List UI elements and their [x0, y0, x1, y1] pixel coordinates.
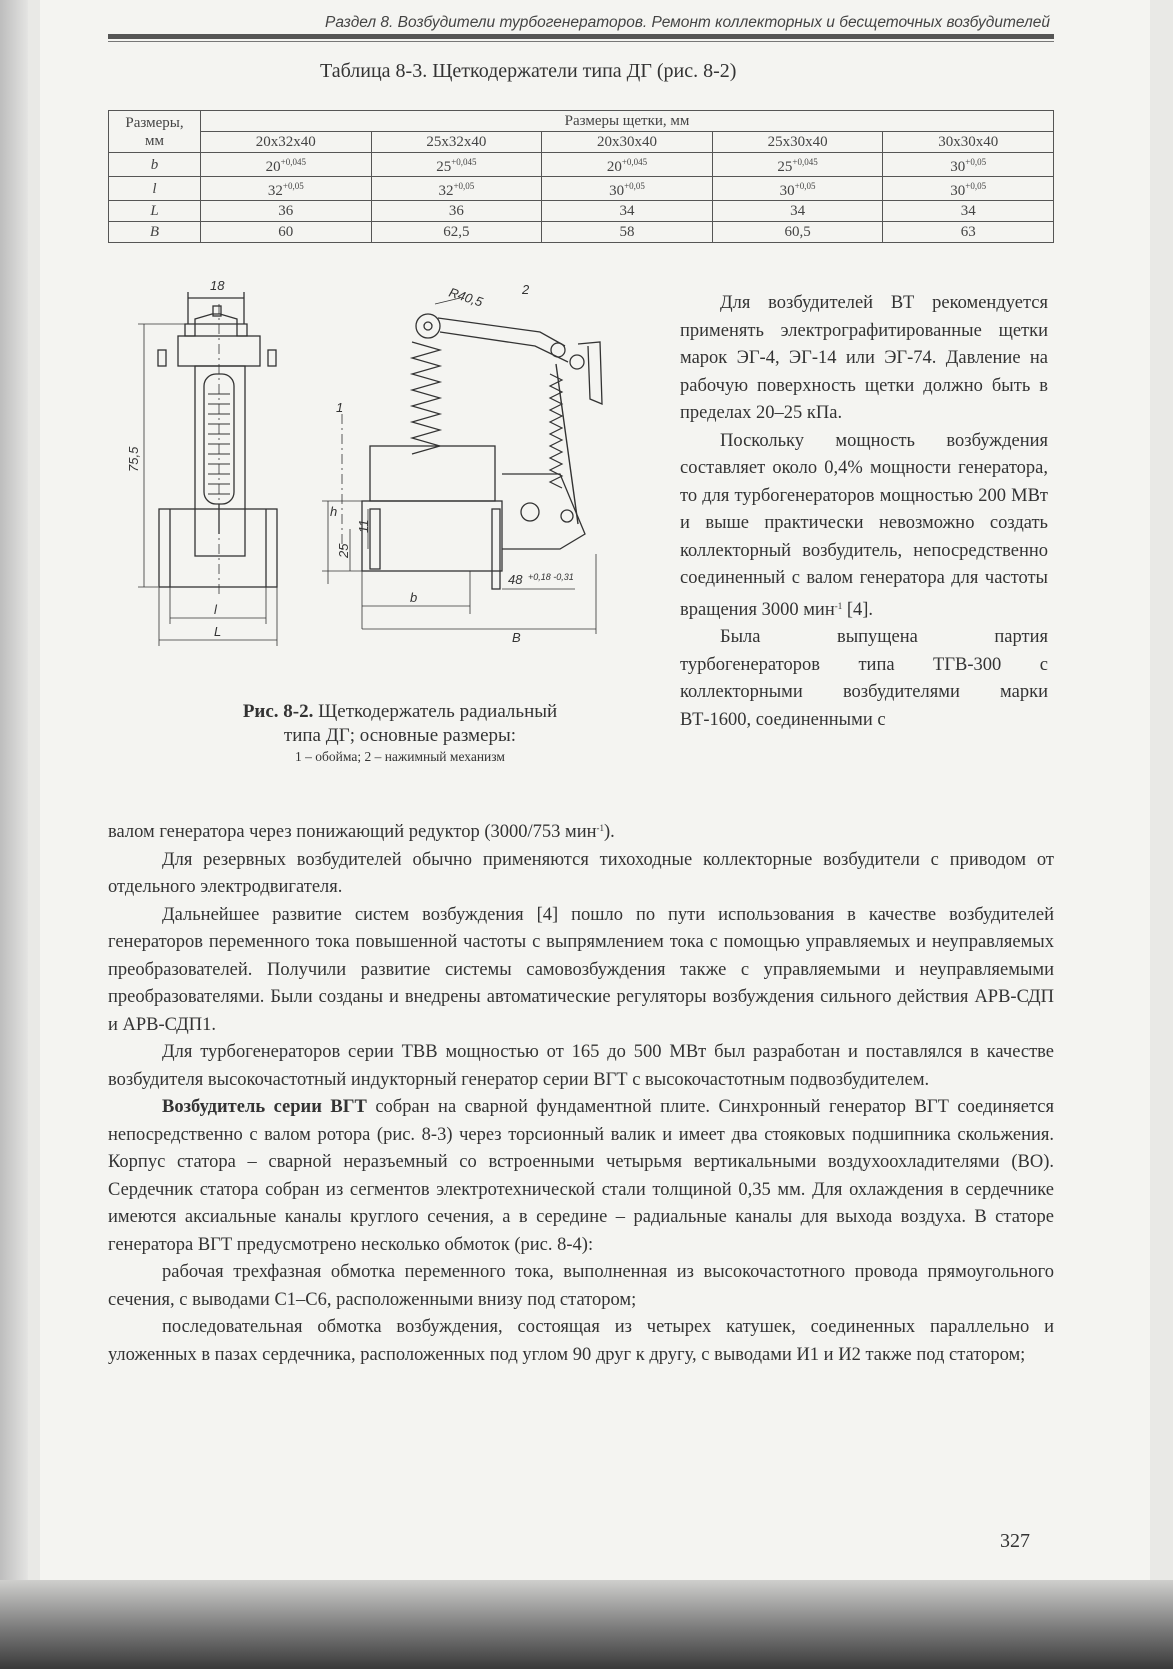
dim-48: 48 — [508, 572, 523, 587]
table-cell: 34 — [542, 201, 713, 222]
scan-shadow — [0, 1580, 1173, 1669]
paragraph: Возбудитель серии ВГТ собран на сварной фундаментной плите. Синхронный генератор ВГТ соединяется непосредственно с валом ротора (рис. 8-3) через торсионный валик и имеет два стояковых подшипника скольжения. Корпус статора – сварной неразъемный со встроенными четырьмя вертикальными воздухоохладителями (ВО). Сердечник статора собран из сегментов электротехнической стали толщиной 0,35 мм. Для охлаждения в сердечнике имеются аксиальные каналы круглого сечения, а в середине – радиальные каналы для выхода воздуха. В статоре генератора ВГТ предусмотрено несколько обмоток (рис. 8-4): — [108, 1097, 1054, 1255]
dim-l: l — [214, 602, 217, 617]
dim-L: L — [214, 624, 222, 639]
row-param: b — [109, 153, 201, 177]
paragraph: Для резервных возбудителей обычно применяются тихоходные коллекторные возбудители с приводом от отдельного электродвигателя. — [108, 849, 1054, 897]
brush-holder-drawing — [126, 278, 670, 684]
table-group-header: Размеры щетки, мм — [201, 111, 1054, 132]
callout-2: 2 — [522, 282, 530, 297]
main-text — [108, 815, 1054, 1369]
table-cell: 62,5 — [371, 222, 542, 243]
callout-1: 1 — [336, 400, 344, 415]
table-row — [109, 201, 1054, 222]
dim-b: b — [410, 590, 418, 605]
brush-holder-table — [108, 110, 1054, 243]
page-number: 327 — [1000, 1530, 1030, 1552]
dim-11: 11 — [356, 519, 371, 533]
table-header-row — [109, 111, 1054, 132]
table-caption: Таблица 8-3. Щеткодержатели типа ДГ (рис. 8-2) — [320, 60, 737, 82]
dim-r40-5: R40,5 — [447, 284, 485, 310]
paragraph: последовательная обмотка возбуждения, состоящая из четырех катушек, соединенных параллельно и уложенных в пазах сердечника, расположенных под углом 90 друг к другу, с выводами И1 и И2 также под статором; — [108, 1317, 1054, 1365]
table-cell: 34 — [712, 201, 883, 222]
side-view-labels — [330, 282, 574, 645]
table-cell: 58 — [542, 222, 713, 243]
header-rule-thin — [108, 41, 1054, 42]
column-header: 25x32x40 — [371, 132, 542, 153]
table-cell: 60 — [201, 222, 372, 243]
table-corner-header: Размеры, мм — [109, 111, 201, 153]
dim-48-tol: +0,18 -0,31 — [528, 572, 574, 582]
table-cell: $30^{+0,05}$ — [542, 177, 713, 201]
table-cell: 63 — [883, 222, 1054, 243]
front-view — [138, 292, 277, 646]
paragraph: Дальнейшее развитие систем возбуждения [4] пошло по пути использования в качестве возбудителей генераторов переменного тока повышенной частоты с выпрямлением тока с помощью управляемых и неуправляемых преобразователей. Получили развитие системы самовозбуждения также с управляемыми и неуправляемыми преобразователями. Были созданы и внедрены автоматические регуляторы возбуждения сильного действия АРВ-СДП и АРВ-СДП1. — [108, 904, 1054, 1035]
table-row — [109, 153, 1054, 177]
figure-caption: Рис. 8-2. Щеткодержатель радиальный типа ДГ; основные размеры: 1 – обойма; 2 – нажимный механизм — [242, 701, 558, 764]
table-cell: $30^{+0,05}$ — [883, 153, 1054, 177]
row-param: B — [109, 222, 201, 243]
table-cell: 34 — [883, 201, 1054, 222]
side-view — [322, 298, 602, 634]
paragraph: рабочая трехфазная обмотка переменного тока, выполненная из высокочастотного провода прямоугольного сечения, с выводами С1–С6, расположенными внизу под статором; — [108, 1262, 1054, 1310]
paragraph: Для турбогенераторов серии ТВВ мощностью от 165 до 500 МВт был разработан и поставлялся в качестве возбудителя высокочастотный индукторный генератор серии ВГТ с высокочастотным подвозбудителем. — [108, 1042, 1054, 1090]
column-header: 20x32x40 — [201, 132, 372, 153]
table-column-header-row — [109, 132, 1054, 153]
row-param: L — [109, 201, 201, 222]
table-cell: $32^{+0,05}$ — [201, 177, 372, 201]
table-cell: $25^{+0,045}$ — [712, 153, 883, 177]
table-cell: 60,5 — [712, 222, 883, 243]
column-header: 20x30x40 — [542, 132, 713, 153]
running-head: Раздел 8. Возбудители турбогенераторов. Ремонт коллекторных и бесщеточных возбудителей — [325, 14, 1050, 31]
table-cell: $30^{+0,05}$ — [712, 177, 883, 201]
paragraph: Была выпущена партия турбогенераторов типа ТГВ-300 с коллекторными возбудителями марки ВТ-1600, соединенными с — [680, 627, 1048, 730]
column-header: 30x30x40 — [883, 132, 1054, 153]
table-cell: $20^{+0,045}$ — [542, 153, 713, 177]
side-column-text — [680, 290, 1048, 734]
table-row — [109, 222, 1054, 243]
dim-18: 18 — [210, 278, 225, 293]
dim-h: h — [330, 504, 338, 519]
dim-75-5: 75,5 — [126, 446, 141, 472]
header-rule — [108, 34, 1054, 39]
column-header: 25x30x40 — [712, 132, 883, 153]
table-cell: $32^{+0,05}$ — [371, 177, 542, 201]
table-cell: 36 — [371, 201, 542, 222]
row-param: l — [109, 177, 201, 201]
table-cell: $25^{+0,045}$ — [371, 153, 542, 177]
dim-25: 25 — [336, 543, 351, 558]
paragraph-continuation: валом генератора через понижающий редуктор (3000/753 мин$^{-1}$). — [108, 822, 615, 842]
table-cell: $20^{+0,045}$ — [201, 153, 372, 177]
table-row — [109, 177, 1054, 201]
paragraph: Для возбудителей ВТ рекомендуется применять электрографитированные щетки марок ЭГ-4, ЭГ-14 или ЭГ-74. Давление на рабочую поверхность щетки должно быть в пределах 20–25 кПа. — [680, 293, 1048, 423]
dim-B: B — [512, 630, 521, 645]
table-cell: 36 — [201, 201, 372, 222]
paragraph: Поскольку мощность возбуждения составляет около 0,4% мощности генератора, то для турбогенераторов мощностью 200 МВт и выше практически невозможно создать коллекторный возбудитель, непосредственно соединенный с валом генератора для частоты вращения 3000 мин$^{-1}$ [4]. — [680, 430, 1048, 620]
table-cell: $30^{+0,05}$ — [883, 177, 1054, 201]
front-view-labels — [126, 278, 225, 639]
book-gutter — [0, 0, 28, 1669]
